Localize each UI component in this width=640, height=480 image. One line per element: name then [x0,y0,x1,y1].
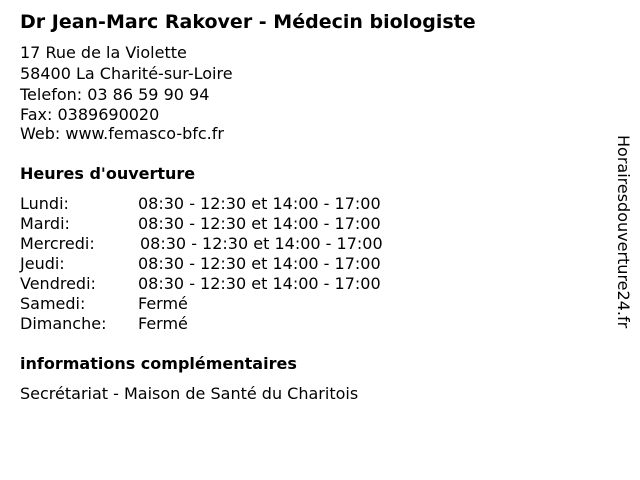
page-title: Dr Jean-Marc Rakover - Médecin biologiste [20,11,476,33]
day-hours: 08:30 - 12:30 et 14:00 - 17:00 [138,254,381,273]
day-label: Mercredi: [20,234,95,253]
site-brand-vertical: Horairesdouverture24.fr [614,135,633,329]
day-label: Samedi: [20,294,86,313]
day-label: Vendredi: [20,274,96,293]
day-hours: 08:30 - 12:30 et 14:00 - 17:00 [138,274,381,293]
opening-hours-heading: Heures d'ouverture [20,164,196,183]
day-hours: Fermé [138,294,188,313]
day-hours: Fermé [138,314,188,333]
address-city: 58400 La Charité-sur-Loire [20,64,233,83]
fax-number: Fax: 0389690020 [20,105,160,124]
additional-info-heading: informations complémentaires [20,354,297,373]
additional-info-text: Secrétariat - Maison de Santé du Charitois [20,384,359,403]
day-label: Dimanche: [20,314,107,333]
day-hours: 08:30 - 12:30 et 14:00 - 17:00 [138,214,381,233]
day-label: Mardi: [20,214,70,233]
day-label: Jeudi: [20,254,65,273]
website-link[interactable]: Web: www.femasco-bfc.fr [20,124,224,143]
day-label: Lundi: [20,194,69,213]
address-street: 17 Rue de la Violette [20,43,187,62]
day-hours: 08:30 - 12:30 et 14:00 - 17:00 [138,194,381,213]
phone-number: Telefon: 03 86 59 90 94 [20,85,210,104]
day-hours: 08:30 - 12:30 et 14:00 - 17:00 [140,234,383,253]
